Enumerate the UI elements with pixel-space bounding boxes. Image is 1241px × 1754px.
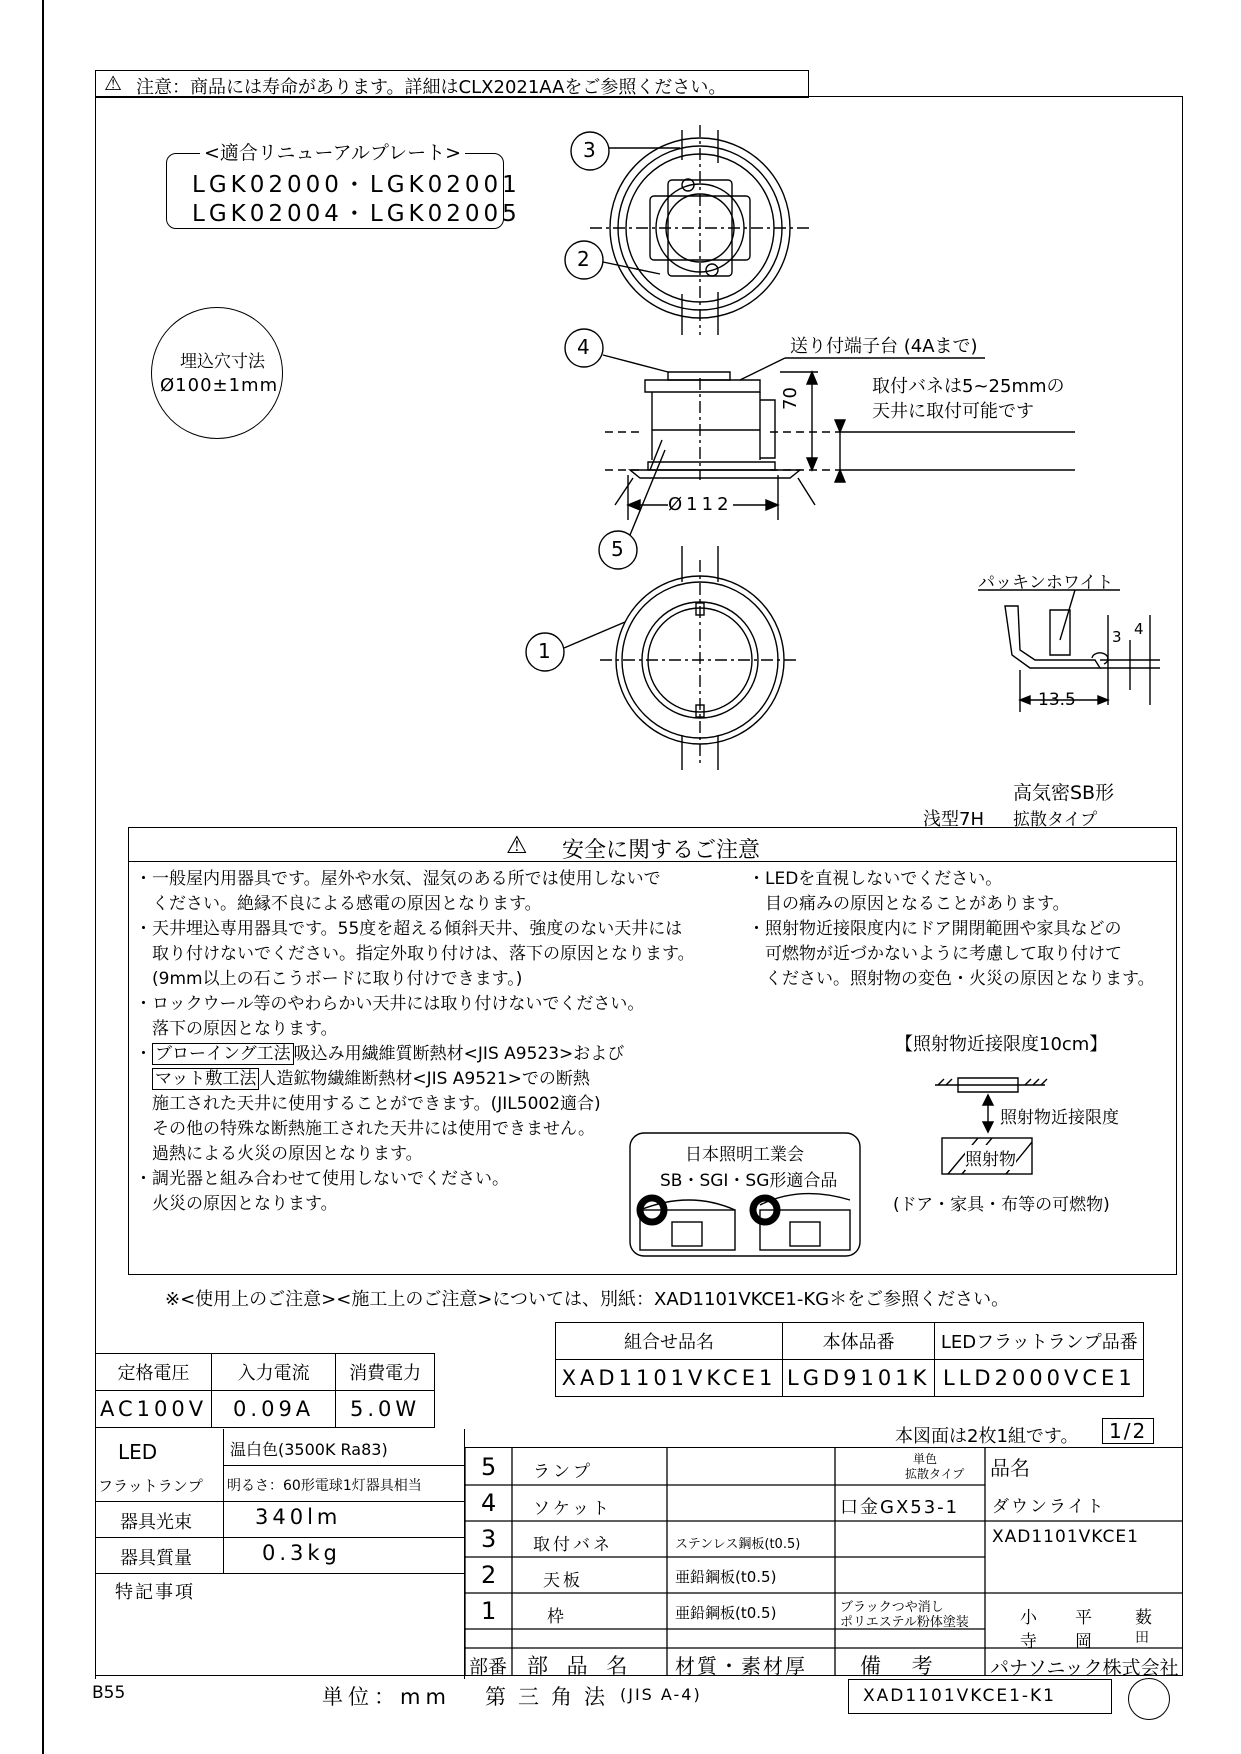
part-no: 1 — [481, 1597, 497, 1625]
type-label-2: 浅型7H — [923, 809, 984, 830]
part-material: 亜鉛鋼板(t0.5) — [675, 1604, 777, 1622]
blowing-method-text: 吸込み用繊維質断熱材<JIS A9523>および — [293, 1044, 625, 1064]
parts-header-material: 材質・素材厚 — [675, 1654, 807, 1678]
part-name: ソケット — [533, 1499, 612, 1519]
led-label-1: LED — [118, 1440, 158, 1464]
limit-label: 照射物近接限度 — [1000, 1108, 1119, 1128]
parts-header-remark: 備 考 — [860, 1654, 945, 1678]
safety-left-line: 施工された天井に使用することができます。(JIL5002適合) — [135, 1094, 601, 1114]
callout-3: 3 — [583, 138, 596, 162]
approver-6: 田 — [1135, 1630, 1149, 1646]
dim-height: 70 — [780, 387, 801, 410]
part-name: 取付バネ — [533, 1535, 613, 1555]
part-remark-2: 拡散タイプ — [905, 1467, 965, 1481]
sheet-page: 1/2 — [1102, 1418, 1154, 1444]
rating-header: 消費電力 — [336, 1354, 435, 1391]
safety-warning-icon: ⚠ — [506, 831, 528, 859]
footer-code: B55 — [92, 1683, 126, 1703]
safety-right-line: ・LEDを直視しないでください。 — [748, 869, 1003, 889]
warning-icon: ⚠ — [104, 71, 122, 95]
part-remark-1: 単色 — [913, 1452, 938, 1466]
approver-2: 平 — [1075, 1608, 1092, 1628]
spring-note-2: 天井に取付可能です — [872, 401, 1034, 422]
safety-left-line: ください。絶縁不良による感電の原因となります。 — [135, 894, 542, 914]
safety-left-line: 落下の原因となります。 — [135, 1019, 338, 1039]
combo-header: 組合せ品名 — [556, 1323, 783, 1360]
association-mark: SB・SGI・SG形適合品 — [660, 1171, 838, 1191]
hole-label: 埋込穴寸法 — [180, 352, 265, 372]
renewal-line2: LGK02004・LGK02005 — [192, 201, 521, 227]
rating-value: AC100V — [96, 1391, 212, 1428]
safety-left-line: 火災の原因となります。 — [135, 1194, 338, 1214]
type-label-1: 高気密SB形 — [1013, 782, 1115, 804]
product-name: ダウンライト — [992, 1497, 1106, 1517]
object-label: 照射物 — [965, 1145, 1016, 1170]
mat-method-text: 人造鉱物繊維断熱材<JIS A9521>での断熱 — [259, 1069, 590, 1089]
footer-method: 第三角法 — [485, 1685, 617, 1709]
drawing-number: XAD1101VKCE1-K1 — [863, 1686, 1057, 1706]
dim-diameter: Ø112 — [668, 494, 733, 515]
callout-4: 4 — [577, 335, 590, 359]
safety-right-line: ください。照射物の変色・火災の原因となります。 — [748, 969, 1155, 989]
blowing-line: ・ ブローイング工法 吸込み用繊維質断熱材<JIS A9523>および — [135, 1044, 625, 1064]
mat-method-label: マット敷工法 — [152, 1068, 259, 1090]
part-name: 枠 — [547, 1607, 564, 1627]
revision-circle — [1128, 1678, 1170, 1720]
limit-title: 【照射物近接限度10cm】 — [895, 1034, 1108, 1055]
part-remark-1: ブラックつや消し — [840, 1600, 944, 1615]
part-remark-1: 口金GX53-1 — [840, 1497, 960, 1518]
part-material: ステンレス鋼板(t0.5) — [675, 1537, 801, 1552]
parts-header-name: 部 品 名 — [527, 1654, 634, 1678]
safety-right-line: ・照射物近接限度内にドア開閉範囲や家具などの — [748, 919, 1122, 939]
product-label: 品名 — [990, 1456, 1030, 1480]
spring-note-1: 取付バネは5~25mmの — [872, 376, 1065, 397]
association-name: 日本照明工業会 — [685, 1145, 804, 1165]
part-no: 5 — [481, 1453, 497, 1481]
part-no: 2 — [481, 1561, 497, 1589]
led-color: 温白色(3500K Ra83) — [230, 1440, 388, 1459]
rating-value: 5.0W — [336, 1391, 435, 1428]
footer-unit: 単位：mm — [322, 1685, 451, 1709]
led-label-2: フラットランプ — [98, 1477, 203, 1495]
safety-right-line: 可燃物が近づかないように考慮して取り付けて — [748, 944, 1122, 964]
mass-value: 0.3kg — [262, 1541, 341, 1565]
safety-left-line: ・天井埋込専用器具です。55度を超える傾斜天井、強度のない天井には — [135, 919, 683, 939]
led-brightness: 明るさ：60形電球1灯器具相当 — [227, 1478, 422, 1494]
dim-4: 4 — [1134, 620, 1144, 638]
combo-value: LLD2000VCE1 — [935, 1360, 1144, 1397]
dim-3: 3 — [1112, 628, 1122, 646]
rating-header: 定格電圧 — [96, 1354, 212, 1391]
reference-note: ※<使用上のご注意><施工上のご注意>については、別紙：XAD1101VKCE1-KG＊をご参照ください。 — [165, 1289, 1010, 1310]
terminal-label: 送り付端子台 (4Aまで) — [790, 336, 978, 357]
renewal-title: <適合リニューアルプレート> — [200, 138, 465, 165]
approver-5: 岡 — [1075, 1632, 1092, 1652]
part-name: ランプ — [533, 1462, 593, 1482]
combo-header: 本体品番 — [783, 1323, 935, 1360]
product-code: XAD1101VKCE1 — [992, 1527, 1139, 1547]
safety-left-line: (9mm以上の石こうボードに取り付けできます。) — [135, 969, 523, 989]
part-no: 3 — [481, 1525, 497, 1553]
company-name: パナソニック株式会社 — [990, 1657, 1179, 1679]
safety-left-line: その他の特殊な断熱施工された天井には使用できません。 — [135, 1119, 596, 1139]
combo-header: LEDフラットランプ品番 — [935, 1323, 1144, 1360]
safety-left-line: ・調光器と組み合わせて使用しないでください。 — [135, 1169, 509, 1189]
footer-paper: (JIS A-4) — [620, 1685, 702, 1704]
sheet-label: 本図面は2枚1組です。 — [895, 1426, 1079, 1447]
callout-1: 1 — [538, 639, 551, 663]
hole-value: Ø100±1mm — [160, 375, 279, 396]
combo-value: XAD1101VKCE1 — [556, 1360, 783, 1397]
part-no: 4 — [481, 1489, 497, 1517]
approver-3: 薮 — [1135, 1608, 1152, 1628]
part-name: 天板 — [543, 1571, 583, 1591]
packing-label: パッキンホワイト — [978, 573, 1114, 593]
dim-13-5: 13.5 — [1038, 690, 1076, 710]
flux-value: 340lm — [255, 1505, 342, 1529]
type-label-3: 拡散タイプ — [1013, 810, 1098, 830]
blowing-method-label: ブローイング工法 — [152, 1043, 294, 1065]
drawing-number-box — [848, 1679, 1112, 1714]
object-note: (ドア・家具・布等の可燃物) — [893, 1195, 1110, 1215]
part-remark-2: ポリエステル粉体塗装 — [840, 1615, 969, 1630]
mass-label: 器具質量 — [120, 1548, 192, 1569]
safety-left-line: 取り付けないでください。指定外取り付けは、落下の原因となります。 — [135, 944, 695, 964]
safety-left-line: 過熱による火災の原因となります。 — [135, 1144, 423, 1164]
rating-value: 0.09A — [212, 1391, 336, 1428]
notice-text: 注意：商品には寿命があります。詳細はCLX2021AAをご参照ください。 — [136, 77, 727, 98]
safety-title: 安全に関するご注意 — [562, 838, 761, 863]
parts-header-no: 部番 — [469, 1656, 508, 1678]
flux-label: 器具光束 — [120, 1512, 192, 1533]
renewal-line1: LGK02000・LGK02001 — [192, 172, 521, 198]
part-material: 亜鉛鋼板(t0.5) — [675, 1568, 777, 1586]
callout-5: 5 — [611, 537, 624, 561]
safety-left-line: ・ロックウール等のやわらかい天井には取り付けないでください。 — [135, 994, 645, 1014]
approver-1: 小 — [1020, 1608, 1037, 1628]
rating-header: 入力電流 — [212, 1354, 336, 1391]
safety-right-line: 目の痛みの原因となることがあります。 — [748, 894, 1070, 914]
safety-left-line: ・一般屋内用器具です。屋外や水気、湿気のある所では使用しないで — [135, 869, 661, 889]
approver-4: 寺 — [1020, 1632, 1037, 1652]
callout-2: 2 — [577, 247, 590, 271]
notes-label: 特記事項 — [115, 1582, 195, 1603]
combo-value: LGD9101K — [783, 1360, 935, 1397]
